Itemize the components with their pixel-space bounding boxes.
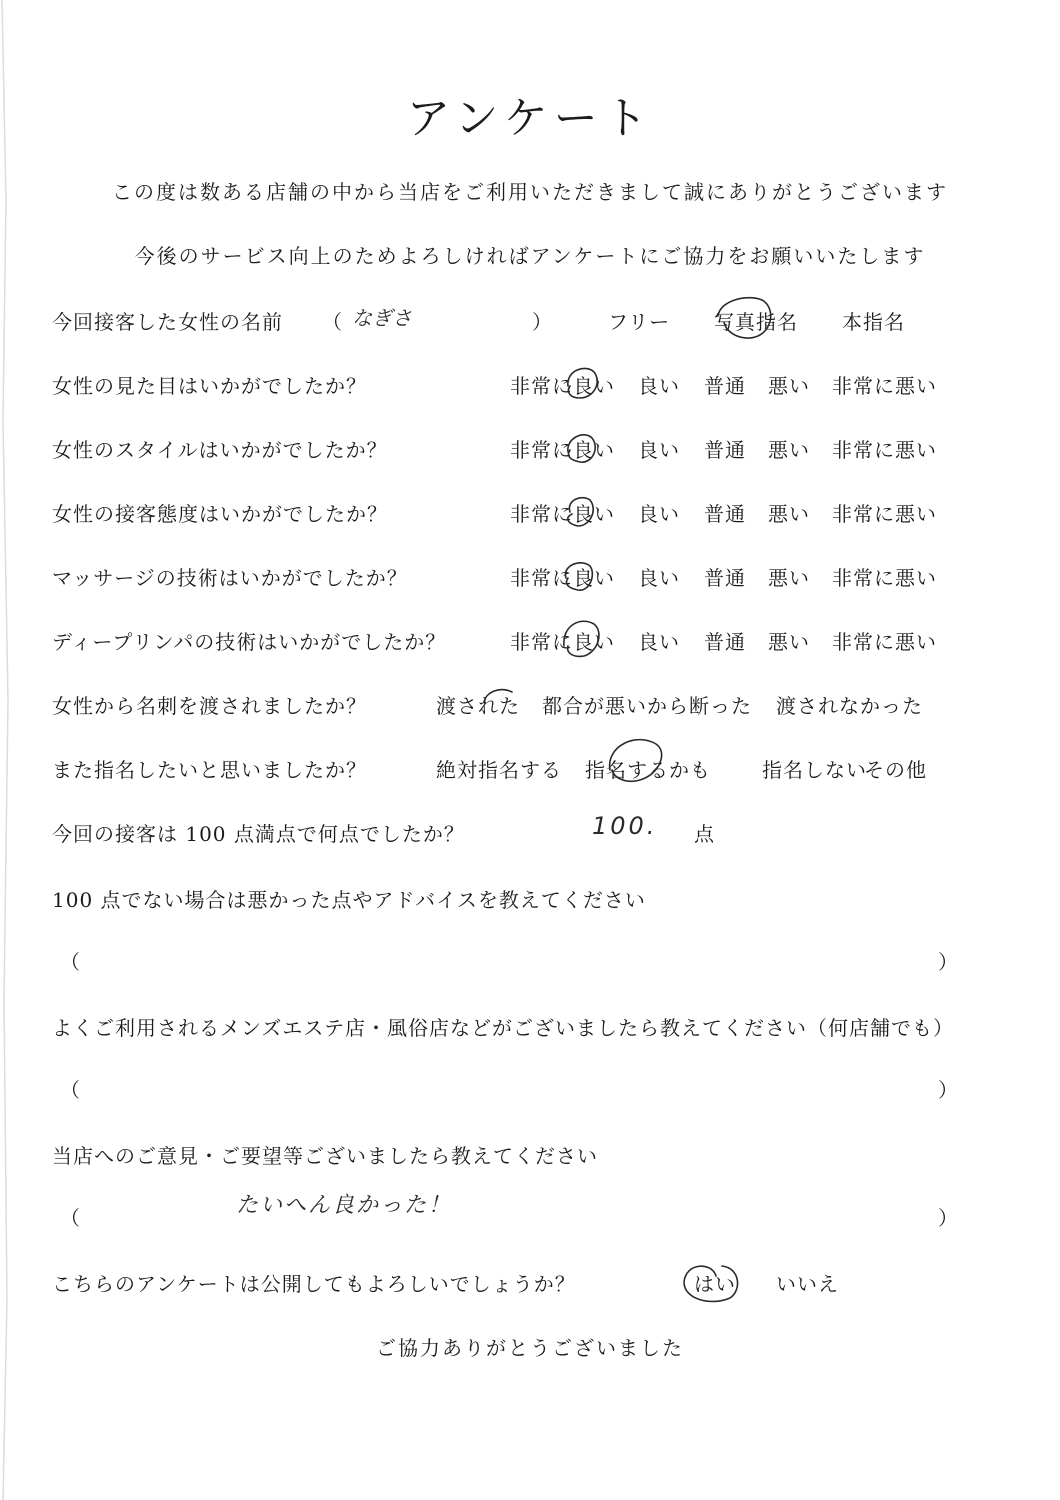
advice-question: 100 点でない場合は悪かった点やアドバイスを教えてください	[52, 888, 646, 912]
rating-average[interactable]: 普通	[704, 438, 746, 462]
name-question: 今回接客した女性の名前	[52, 310, 283, 334]
feedback-question: 当店へのご意見・ご要望等ございましたら教えてください	[52, 1144, 598, 1168]
rating-question: 女性のスタイルはいかがでしたか？	[52, 438, 388, 462]
rating-bad[interactable]: 悪い	[768, 566, 810, 590]
rating-very-bad[interactable]: 非常に悪い	[832, 566, 937, 590]
name-paren-close: ）	[532, 310, 552, 334]
name-paren-open: （	[322, 310, 342, 334]
option-card-declined[interactable]: 都合が悪いから断った	[542, 694, 752, 718]
rating-average[interactable]: 普通	[704, 502, 746, 526]
rating-very-good[interactable]: 非常に良い	[510, 566, 615, 590]
rating-good[interactable]: 良い	[638, 502, 680, 526]
option-card-not-received[interactable]: 渡されなかった	[776, 694, 923, 718]
rating-very-bad[interactable]: 非常に悪い	[832, 630, 937, 654]
rating-very-good[interactable]: 非常に良い	[510, 438, 615, 462]
rating-question: ディープリンパの技術はいかがでしたか？	[52, 630, 447, 654]
rating-bad[interactable]: 悪い	[768, 630, 810, 654]
repeat-question: また指名したいと思いましたか？	[52, 758, 367, 782]
score-unit: 点	[694, 822, 715, 846]
option-other[interactable]: その他	[864, 758, 927, 782]
option-card-received[interactable]: 渡された	[436, 694, 520, 718]
rating-question: 女性の見た目はいかがでしたか？	[52, 374, 367, 398]
intro-line-1: この度は数ある店舗の中から当店をご利用いただきまして誠にありがとうございます	[112, 180, 948, 204]
rating-average[interactable]: 普通	[704, 566, 746, 590]
feedback-answer[interactable]: たいへん良かった！	[236, 1193, 453, 1218]
shops-paren-close: ）	[938, 1078, 958, 1102]
feedback-paren-open: （	[60, 1206, 80, 1230]
option-maybe-nominate[interactable]: 指名するかも	[585, 758, 711, 782]
card-question: 女性から名刺を渡されましたか？	[52, 694, 367, 718]
option-yes[interactable]: はい	[694, 1272, 736, 1296]
option-not-nominate[interactable]: 指名しない	[762, 758, 867, 782]
rating-very-good[interactable]: 非常に良い	[510, 630, 615, 654]
closing-message: ご協力ありがとうございました	[376, 1336, 684, 1360]
page-title: アンケート	[406, 93, 654, 144]
shops-question: よくご利用されるメンズエステ店・風俗店などがございましたら教えてください（何店舗でも）	[52, 1016, 954, 1040]
advice-paren-close: ）	[938, 950, 958, 974]
rating-very-bad[interactable]: 非常に悪い	[832, 502, 937, 526]
rating-good[interactable]: 良い	[638, 566, 680, 590]
rating-very-bad[interactable]: 非常に悪い	[832, 438, 937, 462]
rating-good[interactable]: 良い	[638, 374, 680, 398]
rating-good[interactable]: 良い	[638, 630, 680, 654]
option-free[interactable]: フリー	[608, 310, 671, 334]
rating-very-bad[interactable]: 非常に悪い	[832, 374, 937, 398]
handwritten-score[interactable]: 100.	[592, 812, 658, 840]
option-definitely-nominate[interactable]: 絶対指名する	[436, 758, 562, 782]
rating-average[interactable]: 普通	[704, 630, 746, 654]
feedback-paren-close: ）	[938, 1206, 958, 1230]
rating-good[interactable]: 良い	[638, 438, 680, 462]
intro-line-2: 今後のサービス向上のためよろしければアンケートにご協力をお願いいたします	[134, 244, 926, 268]
publish-question: こちらのアンケートは公開してもよろしいでしょうか？	[52, 1272, 576, 1296]
rating-very-good[interactable]: 非常に良い	[510, 374, 615, 398]
shops-paren-open: （	[60, 1078, 80, 1102]
rating-bad[interactable]: 悪い	[768, 438, 810, 462]
score-question: 今回の接客は 100 点満点で何点でしたか？	[52, 822, 465, 846]
rating-bad[interactable]: 悪い	[768, 374, 810, 398]
option-photo-nomination[interactable]: 写真指名	[714, 310, 798, 334]
rating-bad[interactable]: 悪い	[768, 502, 810, 526]
option-no[interactable]: いいえ	[776, 1272, 839, 1296]
handwritten-name: なぎさ	[352, 306, 412, 330]
option-main-nomination[interactable]: 本指名	[842, 310, 905, 334]
rating-very-good[interactable]: 非常に良い	[510, 502, 615, 526]
rating-average[interactable]: 普通	[704, 374, 746, 398]
rating-question: 女性の接客態度はいかがでしたか？	[52, 502, 388, 526]
rating-question: マッサージの技術はいかがでしたか？	[52, 566, 408, 590]
advice-paren-open: （	[60, 950, 80, 974]
